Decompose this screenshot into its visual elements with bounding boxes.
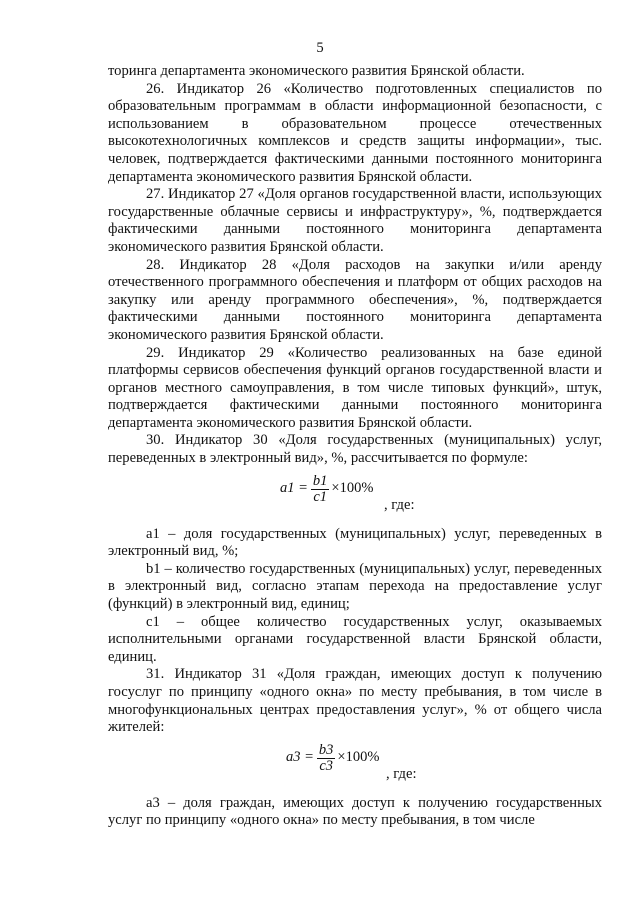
formula-a1-fraction	[311, 474, 330, 505]
formula-a3-fraction	[317, 743, 336, 774]
formula-a1-lhs: a1 =	[280, 480, 308, 497]
page-number: 5	[316, 40, 324, 56]
paragraph-indicator-27: 27. Индикатор 27 «Доля органов государственной власти, использующих государственные облачные сервисы и инфраструктуру», %, подтверждается фактическими данными постоянного мониторинга департамента экономического развития Брянской области.	[108, 186, 602, 255]
paragraph-indicator-31: 31. Индикатор 31 «Доля граждан, имеющих доступ к получению госуслуг по принципу «одного окна» по месту пребывания, в том числе в многофункциональных центрах предоставления услуг», % от общего числа жителей:	[108, 666, 602, 736]
formula-a3-numerator: b3	[318, 741, 334, 758]
definition-a1: a1 – доля государственных (муниципальных) услуг, переведенных в электронный вид, %;	[108, 525, 602, 560]
formula-a1	[108, 468, 602, 526]
paragraph-indicator-26: 26. Индикатор 26 «Количество подготовленных специалистов по образовательным программам в области информационной безопасности, с использованием в образовательном процессе отечественных высокотехнологичных комплексов и средств защиты информации», тыс. человек, подтверждается фактическими данными постоянного мониторинга департамента экономического развития Брянской области.	[108, 80, 602, 185]
formula-a3-lhs: a3 =	[286, 749, 314, 766]
definition-a3: a3 – доля граждан, имеющих доступ к получению государственных услуг по принципу «одного окна» по месту пребывания, в том числе	[108, 794, 602, 829]
definition-b1: b1 – количество государственных (муниципальных) услуг, переведенных в электронный вид, согласно этапам перехода на предоставление услуг (функций) в электронный вид, единиц;	[108, 560, 602, 613]
paragraph-continuation: торинга департамента экономического развития Брянской области.	[108, 63, 525, 79]
formula-a3-denominator: c3	[319, 757, 334, 774]
formula-a1-where: , где:	[384, 496, 415, 513]
formula-a3-where: , где:	[386, 765, 417, 782]
formula-a1-denominator: c1	[313, 488, 328, 505]
formula-a1-rhs: ×100%	[331, 480, 374, 497]
formula-a1-numerator: b1	[312, 472, 328, 489]
formula-a3	[108, 737, 602, 795]
formula-a3-rhs: ×100%	[337, 749, 380, 766]
document-body	[108, 63, 602, 830]
paragraph-indicator-28: 28. Индикатор 28 «Доля расходов на закупки и/или аренду отечественного программного обеспечения и платформ от общих расходов на закупку или аренду программного обеспечения», %, подтверждается фактическими данными постоянного мониторинга департамента экономического развития Брянской области.	[108, 256, 602, 343]
paragraph-indicator-30: 30. Индикатор 30 «Доля государственных (муниципальных) услуг, переведенных в электронный вид», %, рассчитывается по формуле:	[108, 432, 602, 467]
paragraph-indicator-29: 29. Индикатор 29 «Количество реализованных на базе единой платформы сервисов обеспечения функций органов государственной власти и органов местного самоуправления, в том числе типовых функций», штук, подтверждается фактическими данными постоянного мониторинга департамента экономического развития Брянской области.	[108, 344, 602, 431]
definition-c1: c1 – общее количество государственных услуг, оказываемых исполнительными органами государственной власти Брянской области, единиц.	[108, 613, 602, 665]
